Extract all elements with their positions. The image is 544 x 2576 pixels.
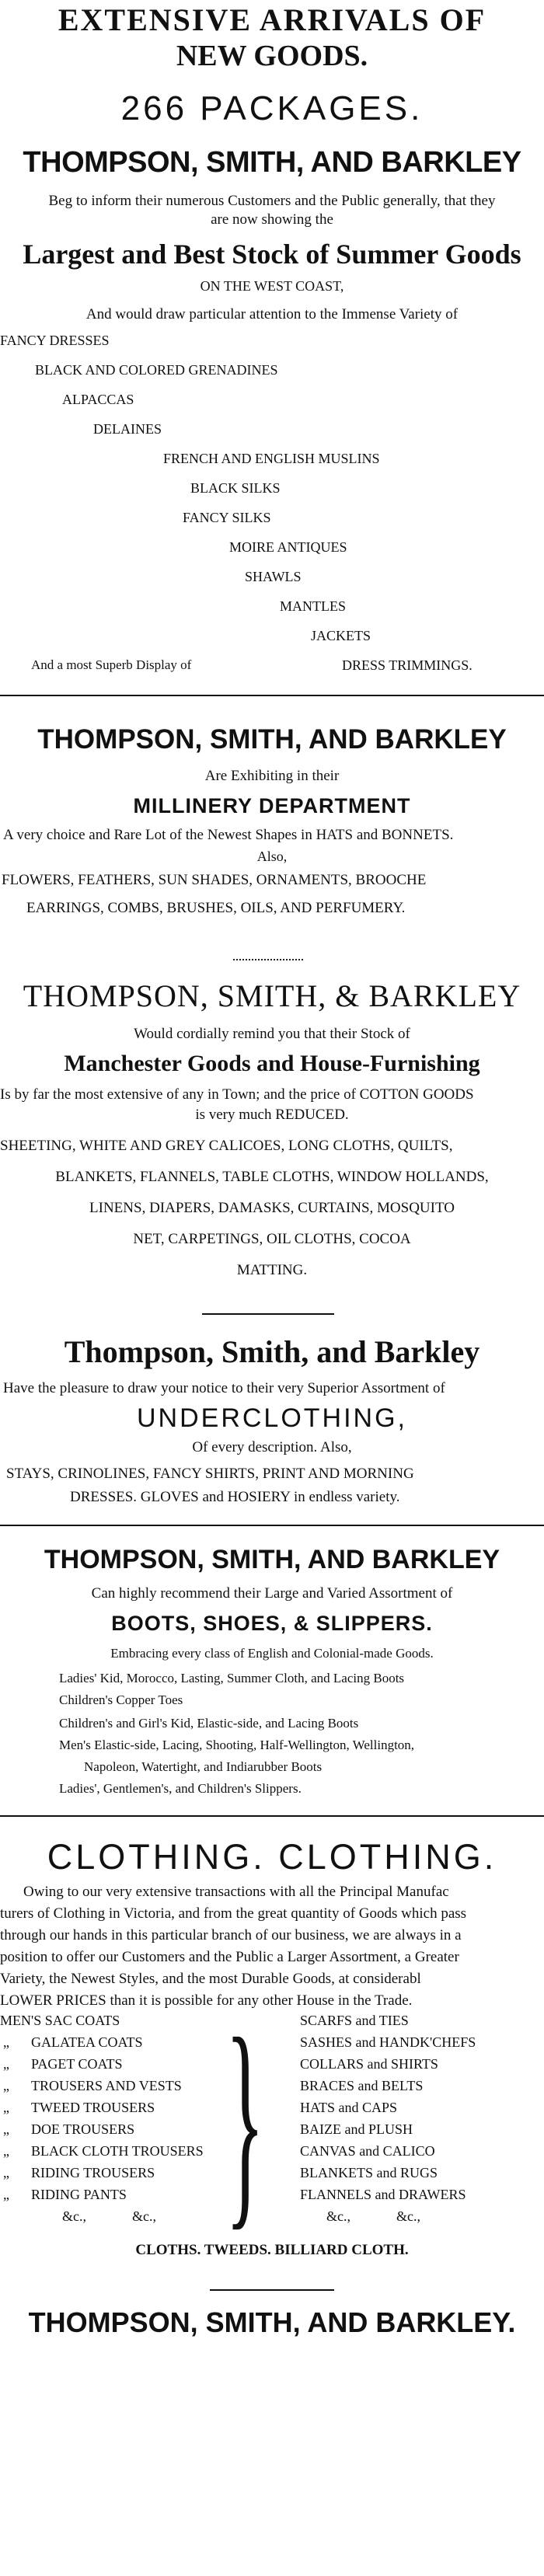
boots-line-2: Children's Copper Toes (59, 1692, 183, 1707)
clothing-left-item: BLACK CLOTH TROUSERS (31, 2143, 204, 2159)
ditto-mark: „ (3, 2121, 9, 2137)
item-black-silks: BLACK SILKS (190, 480, 281, 496)
item-delaines: DELAINES (93, 421, 162, 437)
ditto-mark: „ (3, 2078, 9, 2093)
headline-new-goods: NEW GOODS. (176, 40, 368, 72)
ditto-mark: „ (3, 2100, 9, 2115)
item-alpaccas: ALPACCAS (62, 392, 134, 407)
firm-name: THOMPSON, SMITH, AND BARKLEY (23, 146, 521, 179)
notice-line: Have the pleasure to draw your notice to their very Superior Assortment of (3, 1380, 445, 1396)
furnishing-line-3: LINENS, DIAPERS, DAMASKS, CURTAINS, MOSQUITO (89, 1200, 455, 1216)
clothing-right-item: COLLARS and SHIRTS (300, 2056, 438, 2072)
item-shawls: SHAWLS (245, 569, 302, 584)
clothing-para-1: Owing to our very extensive transactions with all the Principal Manufac (23, 1884, 449, 1900)
packages-heading: 266 PACKAGES. (120, 89, 424, 127)
clothing-para-5: Variety, the Newest Styles, and the most Durable Goods, at considerabl (0, 1971, 421, 1987)
firm-name: THOMPSON, SMITH, AND BARKLEY. (28, 2306, 516, 2338)
boots-line-5: Napoleon, Watertight, and Indiarubber Boots (84, 1759, 323, 1774)
clothing-right-item: SASHES and HANDK'CHEFS (300, 2034, 476, 2050)
clothing-left-item: RIDING TROUSERS (31, 2165, 155, 2180)
furnishing-line-5: MATTING. (236, 1262, 308, 1278)
intro-line-1: Beg to inform their numerous Customers and the Public generally, that they (48, 193, 496, 209)
boots-line-4: Men's Elastic-side, Lacing, Shooting, Half-Wellington, Wellington, (59, 1738, 415, 1752)
etc-right: &c., (326, 2208, 350, 2224)
clothing-left-item: TROUSERS AND VESTS (31, 2078, 182, 2093)
firm-name: THOMPSON, SMITH, & BARKLEY (23, 978, 521, 1013)
ditto-mark: „ (3, 2056, 9, 2072)
recommend-line: Can highly recommend their Large and Varied Assortment of (91, 1585, 453, 1602)
also-line: Also, (256, 849, 288, 864)
brace-mark: } (225, 1991, 265, 2249)
firm-name: Thompson, Smith, and Barkley (64, 1334, 480, 1369)
ditto-mark: „ (3, 2165, 9, 2180)
divider (0, 1525, 544, 1526)
divider (0, 695, 544, 696)
divider (202, 1313, 334, 1315)
item-mantles: MANTLES (280, 598, 346, 614)
clothing-right-item: BLANKETS and RUGS (300, 2165, 438, 2180)
item-grenadines: BLACK AND COLORED GRENADINES (35, 362, 278, 378)
clothing-right-item: FLANNELS and DRAWERS (300, 2187, 466, 2202)
underclothing-line-2: DRESSES. GLOVES and HOSIERY in endless variety. (70, 1489, 400, 1505)
furnishing-line-4: NET, CARPETINGS, OIL CLOTHS, COCOA (133, 1231, 411, 1247)
headline-extensive-arrivals: EXTENSIVE ARRIVALS OF (58, 2, 486, 37)
far-line-1: Is by far the most extensive of any in Town; and the price of COTTON GOODS (0, 1086, 474, 1103)
clothing-para-6: LOWER PRICES than it is possible for any other House in the Trade. (0, 1992, 413, 2009)
every-description-line: Of every description. Also, (192, 1439, 352, 1455)
etc-left: &c., (62, 2208, 86, 2224)
furnishing-line-2: BLANKETS, FLANNELS, TABLE CLOTHS, WINDOW HOLLANDS, (55, 1169, 489, 1185)
clothing-right-item: BAIZE and PLUSH (300, 2121, 413, 2137)
clothing-right-item: BRACES and BELTS (300, 2078, 424, 2093)
boots-line-6: Ladies', Gentlemen's, and Children's Slippers. (59, 1781, 302, 1796)
divider (0, 1815, 544, 1817)
clothing-footer-line: CLOTHS. TWEEDS. BILLIARD CLOTH. (135, 2242, 409, 2258)
underclothing-heading: UNDERCLOTHING, (136, 1403, 408, 1433)
firm-name: THOMPSON, SMITH, AND BARKLEY (37, 724, 507, 755)
furnishing-line-1: SHEETING, WHITE AND GREY CALICOES, LONG CLOTHS, QUILTS, (0, 1138, 453, 1154)
item-fancy-silks: FANCY SILKS (183, 510, 271, 525)
item-fancy-dresses: FANCY DRESSES (0, 333, 110, 348)
millinery-heading: MILLINERY DEPARTMENT (133, 794, 411, 817)
choice-line: A very choice and Rare Lot of the Newest Shapes in HATS and BONNETS. (3, 827, 454, 843)
divider (210, 2289, 334, 2291)
clothing-left-item: RIDING PANTS (31, 2187, 127, 2202)
ditto-mark: „ (3, 2143, 9, 2159)
exhibiting-line: Are Exhibiting in their (204, 768, 340, 784)
attention-line: And would draw particular attention to the Immense Variety of (85, 306, 459, 322)
clothing-para-3: through our hands in this particular branch of our business, we are always in a (0, 1927, 462, 1943)
clothing-heading: CLOTHING. CLOTHING. (47, 1837, 497, 1877)
boots-heading: BOOTS, SHOES, & SLIPPERS. (111, 1612, 433, 1635)
clothing-left-item: DOE TROUSERS (31, 2121, 135, 2137)
clothing-left-item: PAGET COATS (31, 2056, 123, 2072)
item-dress-trimmings: DRESS TRIMMINGS. (342, 657, 473, 673)
clothing-right-item: HATS and CAPS (300, 2100, 398, 2115)
clothing-right-item: SCARFS and TIES (300, 2013, 409, 2028)
clothing-right-item: CANVAS and CALICO (300, 2143, 435, 2159)
accessories-line-2: EARRINGS, COMBS, BRUSHES, OILS, AND PERFUMERY. (26, 900, 406, 916)
ditto-mark: „ (3, 2187, 9, 2202)
remind-line: Would cordially remind you that their Stock of (134, 1026, 410, 1042)
largest-stock-heading: Largest and Best Stock of Summer Goods (23, 239, 521, 270)
boots-line-3: Children's and Girl's Kid, Elastic-side, and Lacing Boots (59, 1716, 359, 1731)
intro-line-2: are now showing the (211, 211, 333, 228)
manchester-heading: Manchester Goods and House-Furnishing (64, 1051, 480, 1076)
clothing-para-2: turers of Clothing in Victoria, and from the great quantity of Goods which pass (0, 1905, 467, 1922)
etc-right-2: &c., (396, 2208, 420, 2224)
far-line-2: is very much REDUCED. (195, 1107, 349, 1123)
boots-line-1: Ladies' Kid, Morocco, Lasting, Summer Cloth, and Lacing Boots (59, 1671, 405, 1685)
item-moire-antiques: MOIRE ANTIQUES (229, 539, 347, 555)
accessories-line-1: FLOWERS, FEATHERS, SUN SHADES, ORNAMENTS, BROOCHE (2, 872, 427, 888)
superb-display-line: And a most Superb Display of (31, 657, 192, 672)
item-muslins: FRENCH AND ENGLISH MUSLINS (163, 451, 380, 466)
item-jackets: JACKETS (311, 628, 371, 643)
clothing-para-4: position to offer our Customers and the Public a Larger Assortment, a Greater (0, 1949, 459, 1965)
ditto-mark: „ (3, 2034, 9, 2050)
west-coast-line: ON THE WEST COAST, (200, 278, 344, 294)
clothing-left-item: MEN'S SAC COATS (0, 2013, 120, 2028)
etc-left-2: &c., (132, 2208, 156, 2224)
firm-name: THOMPSON, SMITH, AND BARKLEY (44, 1545, 500, 1574)
underclothing-line-1: STAYS, CRINOLINES, FANCY SHIRTS, PRINT AND MORNING (6, 1466, 414, 1482)
clothing-left-item: GALATEA COATS (31, 2034, 143, 2050)
clothing-left-item: TWEED TROUSERS (31, 2100, 155, 2115)
embracing-line: Embracing every class of English and Colonial-made Goods. (110, 1646, 434, 1661)
small-divider (233, 959, 303, 960)
